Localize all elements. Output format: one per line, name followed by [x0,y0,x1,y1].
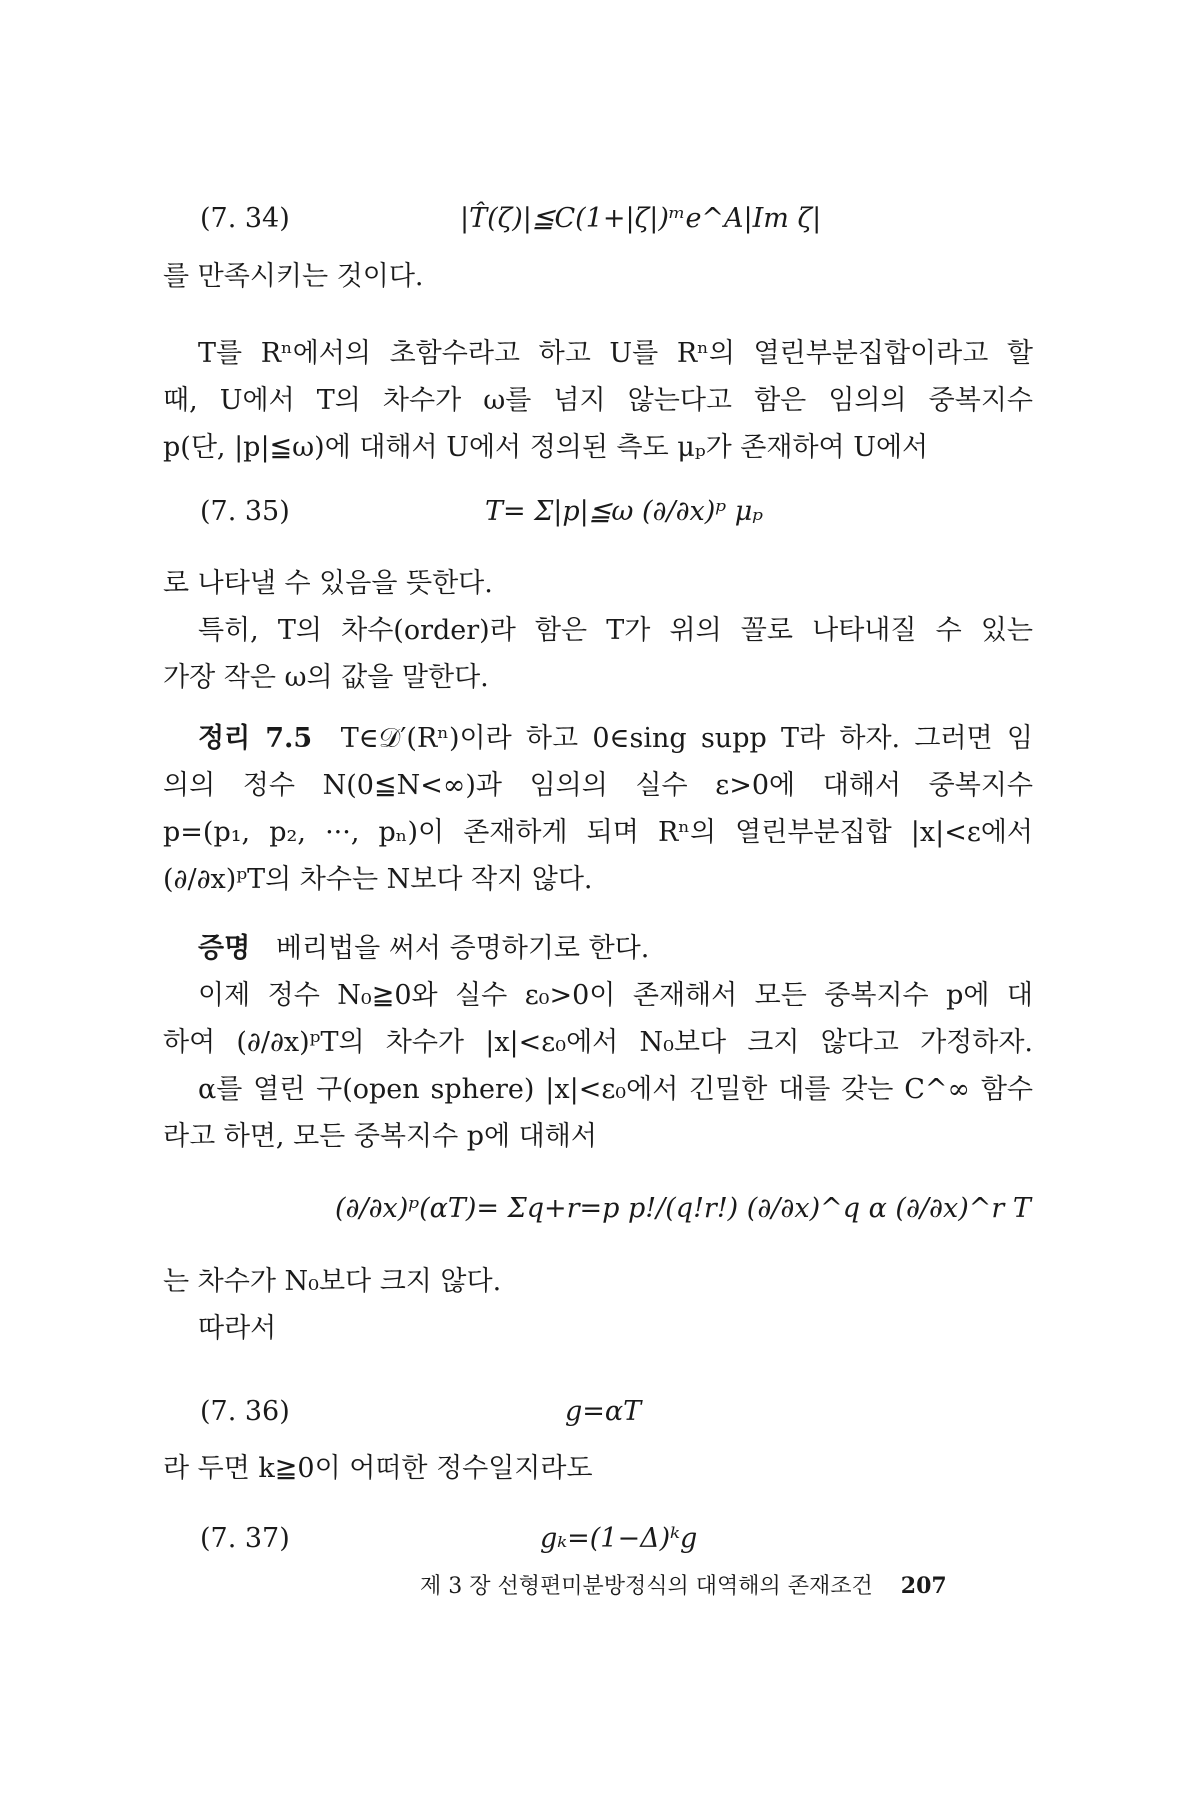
text-line: 특히, T의 차수(order)라 함은 T가 위의 꼴로 나타내질 수 있는 [198,615,1033,646]
equation-number: (7. 37) [200,1523,290,1554]
text-line: 따라서 [198,1313,277,1344]
equation-number: (7. 36) [200,1396,290,1427]
text-line: 의의 정수 N(0≦N<∞)과 임의의 실수 ε>0에 대해서 중복지수 [163,770,1033,801]
text-line: T를 Rⁿ에서의 초함수라고 하고 U를 Rⁿ의 열린부분집합이라고 할 [198,338,1033,369]
theorem-label: 정리 7.5 [198,723,313,754]
equation-7-35 [0,478,1200,548]
paragraph [163,1258,1033,1352]
text-line: T∈𝒟′(Rⁿ)이라 하고 0∈sing supp T라 하자. 그러면 임 [340,723,1033,754]
equation-number: (7. 34) [200,203,290,234]
equation-7-36 [0,1378,1200,1448]
text-line: p(단, |p|≦ω)에 대해서 U에서 정의된 측도 μₚ가 존재하여 U에서 [163,432,929,463]
text-line: 이제 정수 N₀≧0와 실수 ε₀>0이 존재해서 모든 중복지수 p에 대 [198,980,1033,1011]
text-line: p=(p₁, p₂, ···, pₙ)이 존재하게 되며 Rⁿ의 열린부분집합 |x|<ε에서 [163,817,1033,848]
equation-formula: g=αT [565,1396,642,1427]
paragraph [163,253,1033,300]
text-line: 베리법을 써서 증명하기로 한다. [275,933,650,964]
proof-first-line [163,925,1033,972]
text-line: 하여 (∂/∂x)ᵖT의 차수가 |x|<ε₀에서 N₀보다 크지 않다고 가정하자. [163,1027,1033,1058]
text-line: 는 차수가 N₀보다 크지 않다. [163,1266,502,1297]
text-line: 라고 하면, 모든 중복지수 p에 대해서 [163,1121,597,1152]
page-footer [420,1569,947,1600]
proof [163,925,1033,1160]
paragraph [163,560,1033,701]
text-line: 가장 작은 ω의 값을 말한다. [163,662,489,693]
equation-formula: gₖ=(1−Δ)ᵏg [540,1523,698,1554]
text-line: 로 나타낼 수 있음을 뜻한다. [163,568,493,599]
page-number: 207 [900,1573,947,1599]
text-line: 때, U에서 T의 차수가 ω를 넘지 않는다고 함은 임의의 중복지수 [163,385,1033,416]
paragraph-definition [163,330,1033,471]
paragraph [163,1445,1033,1492]
text-line: (∂/∂x)ᵖT의 차수는 N보다 작지 않다. [163,864,593,895]
equation-formula: |T̂(ζ)|≦C(1+|ζ|)ᵐe^A|Im ζ| [460,203,822,234]
text-line: α를 열린 구(open sphere) |x|<ε₀에서 긴밀한 대를 갖는 C^∞ 함수 [198,1074,1033,1105]
theorem-7-5 [163,715,1033,903]
equation-number: (7. 35) [200,496,290,527]
text-line: 라 두면 k≧0이 어떠한 정수일지라도 [163,1453,593,1484]
equation-7-37 [0,1505,1200,1575]
theorem-first-line [163,715,1033,762]
equation-formula: (∂/∂x)ᵖ(αT)= Σq+r=p p!/(q!r!) (∂/∂x)^q α (∂/∂x)^r T [335,1193,1031,1224]
running-head: 제 3 장 선형편미분방정식의 대역해의 존재조건 [420,1574,873,1599]
equation-formula: T= Σ|p|≦ω (∂/∂x)ᵖ μₚ [485,496,764,527]
equation-leibniz [0,1175,1200,1245]
equation-7-34 [0,185,1200,255]
proof-label: 증명 [198,933,251,964]
text-line: 를 만족시키는 것이다. [163,261,424,292]
